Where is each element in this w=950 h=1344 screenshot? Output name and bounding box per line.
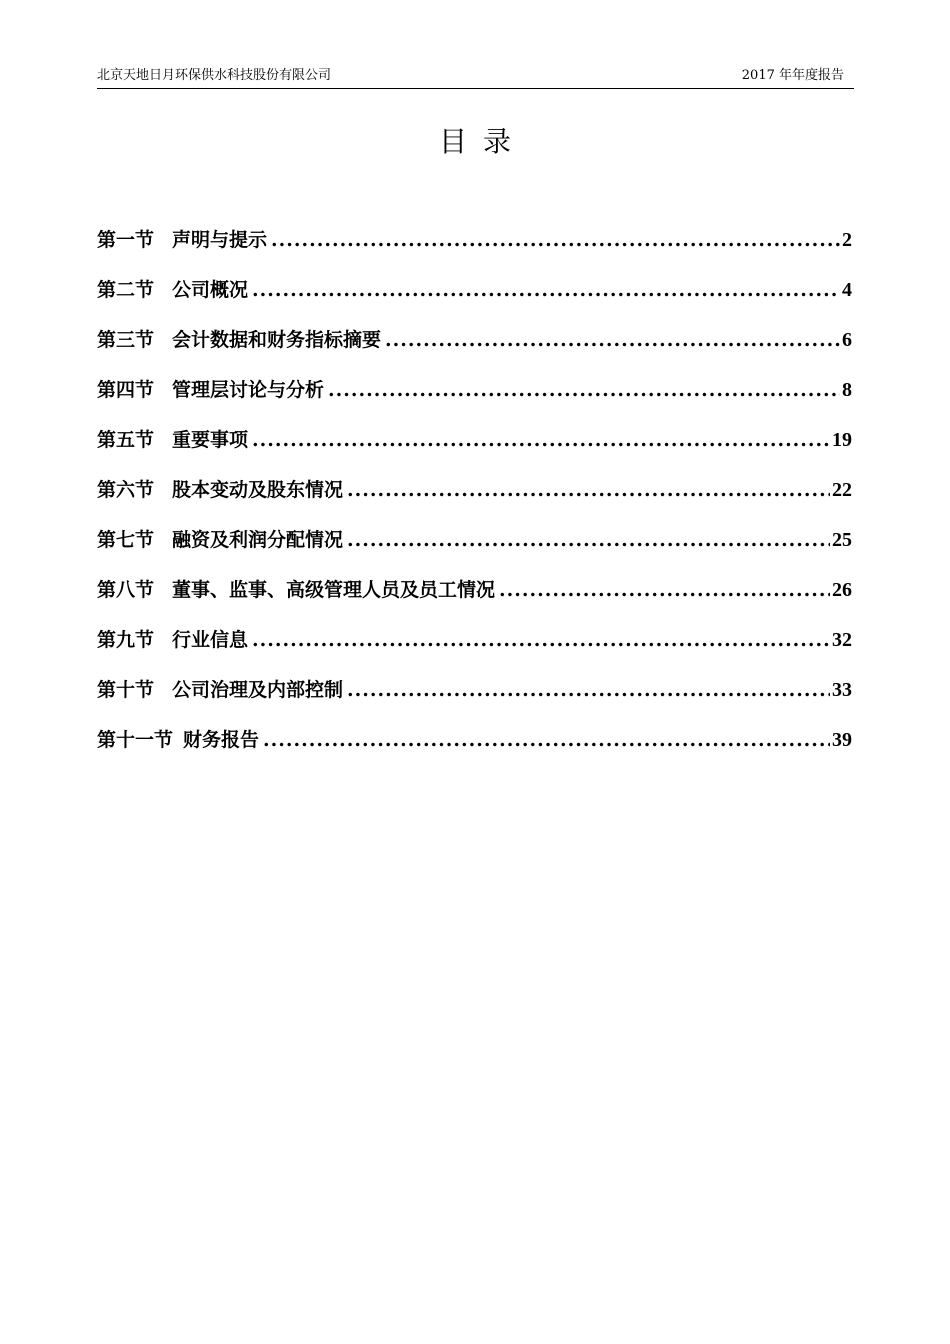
- toc-entry-5[interactable]: [97, 425, 852, 475]
- toc-section-number: 第八节: [97, 579, 155, 601]
- toc-title: 目录: [438, 125, 527, 158]
- toc-page-number: 26: [832, 579, 852, 601]
- toc-entry-3[interactable]: [97, 325, 852, 375]
- toc-section-number: 第六节: [97, 479, 155, 501]
- toc-section-number: 第七节: [97, 529, 155, 551]
- toc-page-number: 32: [832, 629, 852, 651]
- toc-entry-9[interactable]: [97, 625, 852, 675]
- toc-entry-10[interactable]: [97, 675, 852, 725]
- toc-page-number: 22: [832, 479, 852, 501]
- toc-page-number: 6: [842, 329, 852, 351]
- toc-section-number: 第五节: [97, 429, 155, 451]
- toc-leader-dots: [252, 625, 830, 655]
- toc-page-number: 2: [842, 229, 852, 251]
- toc-leader-dots: [252, 425, 830, 455]
- toc-page-number: 8: [842, 379, 852, 401]
- toc-page-number: 39: [832, 729, 852, 751]
- toc-section-number: 第十一节: [97, 729, 174, 751]
- toc-section-title: 重要事项: [172, 429, 249, 451]
- toc-section-title: 财务报告: [183, 729, 260, 751]
- toc-section-number: 第四节: [97, 379, 155, 401]
- toc-entry-4[interactable]: [97, 375, 852, 425]
- toc-leader-dots: [263, 725, 830, 755]
- toc-leader-dots: [347, 675, 830, 705]
- toc-section-title: 会计数据和财务指标摘要: [172, 329, 382, 351]
- toc-entry-8[interactable]: [97, 575, 852, 625]
- toc-leader-dots: [328, 375, 840, 405]
- page-header: [97, 64, 854, 89]
- toc-leader-dots: [347, 475, 830, 505]
- toc-leader-dots: [347, 525, 830, 555]
- toc-entry-11[interactable]: [97, 725, 852, 775]
- toc-section-number: 第三节: [97, 329, 155, 351]
- toc-entry-7[interactable]: [97, 525, 852, 575]
- toc-page-number: 19: [832, 429, 852, 451]
- toc-section-title: 公司概况: [172, 279, 249, 301]
- toc-page-number: 33: [832, 679, 852, 701]
- toc-leader-dots: [271, 225, 840, 255]
- toc-section-title: 管理层讨论与分析: [172, 379, 325, 401]
- toc-page-number: 4: [842, 279, 852, 301]
- toc-section-title: 声明与提示: [172, 229, 268, 251]
- toc-section-number: 第十节: [97, 679, 155, 701]
- toc-section-number: 第二节: [97, 279, 155, 301]
- table-of-contents: [97, 225, 852, 775]
- toc-leader-dots: [252, 275, 840, 305]
- toc-entry-6[interactable]: [97, 475, 852, 525]
- toc-page-number: 25: [832, 529, 852, 551]
- header-report-title: 2017 年年度报告: [741, 68, 844, 83]
- toc-section-title: 行业信息: [172, 629, 249, 651]
- toc-section-number: 第一节: [97, 229, 155, 251]
- toc-section-title: 融资及利润分配情况: [172, 529, 344, 551]
- header-company-name: 北京天地日月环保供水科技股份有限公司: [97, 68, 332, 83]
- toc-leader-dots: [499, 575, 830, 605]
- toc-section-title: 股本变动及股东情况: [172, 479, 344, 501]
- toc-section-number: 第九节: [97, 629, 155, 651]
- toc-section-title: 公司治理及内部控制: [172, 679, 344, 701]
- toc-entry-2[interactable]: [97, 275, 852, 325]
- toc-section-title: 董事、监事、高级管理人员及员工情况: [172, 579, 496, 601]
- toc-entry-1[interactable]: [97, 225, 852, 275]
- toc-leader-dots: [385, 325, 840, 355]
